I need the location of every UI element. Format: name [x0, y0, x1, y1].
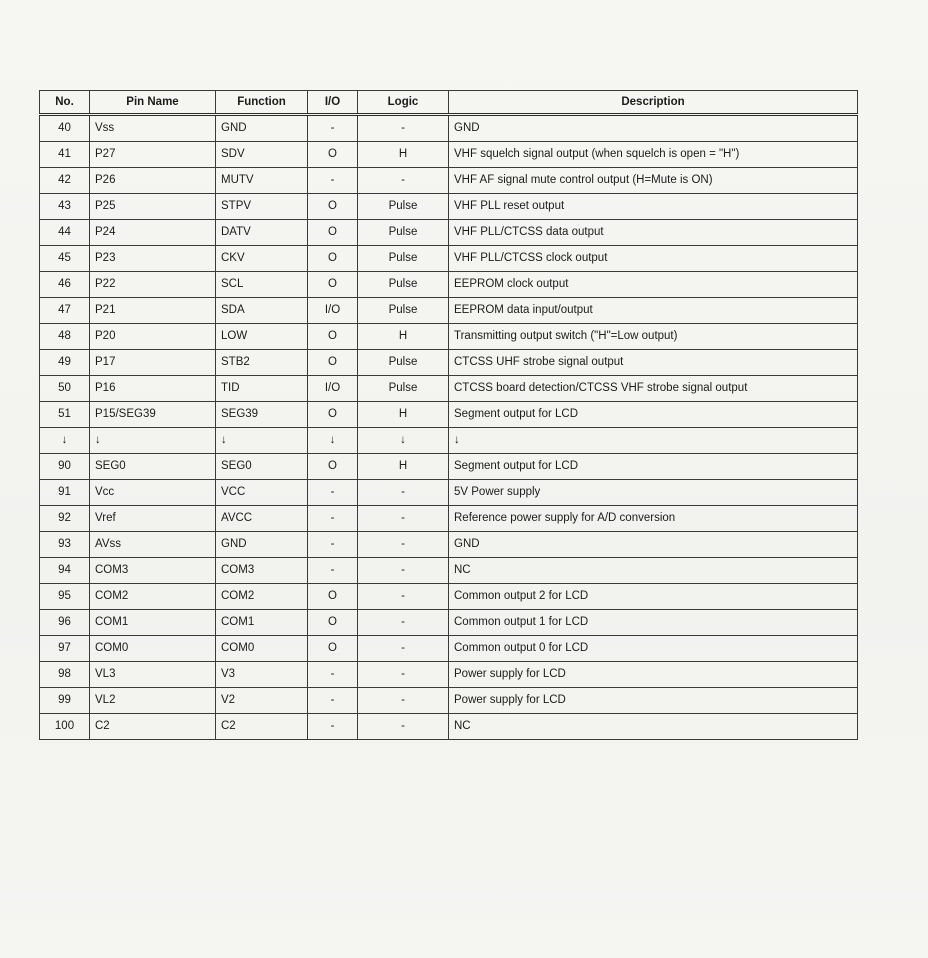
- cell-no: 51: [40, 402, 90, 428]
- cell-description: VHF squelch signal output (when squelch is open = "H"): [449, 142, 858, 168]
- cell-pin-name: P20: [90, 324, 216, 350]
- cell-logic: Pulse: [358, 272, 449, 298]
- cell-no: 90: [40, 454, 90, 480]
- cell-pin-name: P23: [90, 246, 216, 272]
- cell-function: LOW: [216, 324, 308, 350]
- cell-io: -: [308, 480, 358, 506]
- cell-pin-name: P17: [90, 350, 216, 376]
- cell-function: CKV: [216, 246, 308, 272]
- cell-no: 40: [40, 115, 90, 142]
- cell-pin-name: SEG0: [90, 454, 216, 480]
- cell-io: O: [308, 272, 358, 298]
- cell-pin-name: Vss: [90, 115, 216, 142]
- cell-io: -: [308, 688, 358, 714]
- cell-logic: -: [358, 688, 449, 714]
- cell-io: I/O: [308, 376, 358, 402]
- cell-pin-name: P24: [90, 220, 216, 246]
- cell-function: COM3: [216, 558, 308, 584]
- cell-logic: H: [358, 454, 449, 480]
- table-row: [40, 246, 858, 272]
- table-row: [40, 480, 858, 506]
- cell-logic: H: [358, 142, 449, 168]
- table-row: [40, 688, 858, 714]
- cell-function: COM1: [216, 610, 308, 636]
- cell-io: O: [308, 220, 358, 246]
- cell-logic: -: [358, 506, 449, 532]
- cell-function: V2: [216, 688, 308, 714]
- cell-logic: -: [358, 662, 449, 688]
- cell-io: -: [308, 115, 358, 142]
- cell-description: NC: [449, 558, 858, 584]
- cell-io: -: [308, 532, 358, 558]
- cell-function: GND: [216, 115, 308, 142]
- cell-io: O: [308, 454, 358, 480]
- cell-pin-name: AVss: [90, 532, 216, 558]
- cell-pin-name: VL2: [90, 688, 216, 714]
- cell-logic: Pulse: [358, 298, 449, 324]
- cell-logic: -: [358, 480, 449, 506]
- cell-description: Segment output for LCD: [449, 454, 858, 480]
- cell-description: VHF PLL/CTCSS data output: [449, 220, 858, 246]
- cell-no: 45: [40, 246, 90, 272]
- cell-description: ↓: [449, 428, 858, 454]
- cell-function: AVCC: [216, 506, 308, 532]
- cell-logic: Pulse: [358, 246, 449, 272]
- cell-pin-name: Vref: [90, 506, 216, 532]
- table-row: [40, 350, 858, 376]
- table-row: [40, 115, 858, 142]
- table-row: [40, 168, 858, 194]
- cell-description: Power supply for LCD: [449, 662, 858, 688]
- cell-io: -: [308, 662, 358, 688]
- cell-no: 43: [40, 194, 90, 220]
- cell-description: Common output 0 for LCD: [449, 636, 858, 662]
- table-row: [40, 584, 858, 610]
- cell-logic: H: [358, 402, 449, 428]
- cell-function: DATV: [216, 220, 308, 246]
- cell-io: O: [308, 636, 358, 662]
- cell-logic: -: [358, 636, 449, 662]
- cell-logic: -: [358, 584, 449, 610]
- table-row: [40, 636, 858, 662]
- cell-function: COM0: [216, 636, 308, 662]
- header-row: [40, 91, 858, 115]
- table-row: [40, 662, 858, 688]
- cell-io: O: [308, 194, 358, 220]
- cell-function: GND: [216, 532, 308, 558]
- table-row: [40, 194, 858, 220]
- cell-pin-name: COM1: [90, 610, 216, 636]
- cell-pin-name: COM0: [90, 636, 216, 662]
- cell-pin-name: P15/SEG39: [90, 402, 216, 428]
- cell-io: O: [308, 142, 358, 168]
- cell-io: O: [308, 610, 358, 636]
- cell-no: 46: [40, 272, 90, 298]
- cell-no: 94: [40, 558, 90, 584]
- cell-io: O: [308, 584, 358, 610]
- cell-no: 99: [40, 688, 90, 714]
- cell-logic: Pulse: [358, 350, 449, 376]
- pin-description-table: [39, 90, 858, 740]
- cell-description: GND: [449, 532, 858, 558]
- cell-function: VCC: [216, 480, 308, 506]
- cell-description: Transmitting output switch ("H"=Low output): [449, 324, 858, 350]
- cell-description: NC: [449, 714, 858, 740]
- cell-function: SCL: [216, 272, 308, 298]
- cell-description: Common output 1 for LCD: [449, 610, 858, 636]
- table-row: [40, 376, 858, 402]
- cell-io: ↓: [308, 428, 358, 454]
- cell-io: -: [308, 168, 358, 194]
- cell-no: 95: [40, 584, 90, 610]
- table-row: [40, 324, 858, 350]
- table-row: [40, 402, 858, 428]
- cell-no: 96: [40, 610, 90, 636]
- cell-description: CTCSS board detection/CTCSS VHF strobe signal output: [449, 376, 858, 402]
- cell-pin-name: COM3: [90, 558, 216, 584]
- cell-description: VHF PLL reset output: [449, 194, 858, 220]
- cell-description: CTCSS UHF strobe signal output: [449, 350, 858, 376]
- header-logic: Logic: [358, 91, 449, 115]
- cell-io: -: [308, 714, 358, 740]
- header-no: No.: [40, 91, 90, 115]
- table-row: [40, 558, 858, 584]
- cell-no: 49: [40, 350, 90, 376]
- cell-pin-name: P22: [90, 272, 216, 298]
- table-row: [40, 298, 858, 324]
- cell-no: ↓: [40, 428, 90, 454]
- cell-pin-name: Vcc: [90, 480, 216, 506]
- cell-function: SDA: [216, 298, 308, 324]
- cell-pin-name: P21: [90, 298, 216, 324]
- cell-pin-name: P16: [90, 376, 216, 402]
- cell-io: O: [308, 402, 358, 428]
- cell-description: VHF AF signal mute control output (H=Mute is ON): [449, 168, 858, 194]
- table-row: [40, 142, 858, 168]
- cell-description: GND: [449, 115, 858, 142]
- cell-io: -: [308, 506, 358, 532]
- cell-logic: -: [358, 115, 449, 142]
- cell-no: 41: [40, 142, 90, 168]
- cell-pin-name: P27: [90, 142, 216, 168]
- cell-no: 50: [40, 376, 90, 402]
- cell-description: Segment output for LCD: [449, 402, 858, 428]
- cell-logic: -: [358, 168, 449, 194]
- cell-function: STPV: [216, 194, 308, 220]
- cell-no: 44: [40, 220, 90, 246]
- cell-logic: -: [358, 558, 449, 584]
- header-function: Function: [216, 91, 308, 115]
- cell-function: SEG0: [216, 454, 308, 480]
- cell-no: 98: [40, 662, 90, 688]
- cell-description: Power supply for LCD: [449, 688, 858, 714]
- cell-logic: H: [358, 324, 449, 350]
- cell-logic: Pulse: [358, 220, 449, 246]
- cell-pin-name: COM2: [90, 584, 216, 610]
- table-row: [40, 714, 858, 740]
- cell-function: COM2: [216, 584, 308, 610]
- cell-description: EEPROM data input/output: [449, 298, 858, 324]
- cell-description: VHF PLL/CTCSS clock output: [449, 246, 858, 272]
- header-io: I/O: [308, 91, 358, 115]
- cell-no: 42: [40, 168, 90, 194]
- cell-no: 91: [40, 480, 90, 506]
- cell-pin-name: C2: [90, 714, 216, 740]
- cell-io: O: [308, 350, 358, 376]
- cell-pin-name: ↓: [90, 428, 216, 454]
- cell-function: MUTV: [216, 168, 308, 194]
- cell-no: 47: [40, 298, 90, 324]
- cell-io: O: [308, 246, 358, 272]
- header-pin-name: Pin Name: [90, 91, 216, 115]
- cell-no: 92: [40, 506, 90, 532]
- cell-logic: -: [358, 532, 449, 558]
- cell-io: -: [308, 558, 358, 584]
- cell-logic: ↓: [358, 428, 449, 454]
- table-body: [40, 115, 858, 740]
- cell-io: I/O: [308, 298, 358, 324]
- header-description: Description: [449, 91, 858, 115]
- table-row: [40, 428, 858, 454]
- table-header: [40, 91, 858, 115]
- cell-function: SEG39: [216, 402, 308, 428]
- cell-no: 93: [40, 532, 90, 558]
- cell-function: V3: [216, 662, 308, 688]
- table-row: [40, 220, 858, 246]
- cell-io: O: [308, 324, 358, 350]
- cell-logic: -: [358, 714, 449, 740]
- cell-description: EEPROM clock output: [449, 272, 858, 298]
- table-row: [40, 610, 858, 636]
- cell-function: SDV: [216, 142, 308, 168]
- table-row: [40, 272, 858, 298]
- cell-function: C2: [216, 714, 308, 740]
- cell-no: 100: [40, 714, 90, 740]
- cell-description: 5V Power supply: [449, 480, 858, 506]
- cell-function: STB2: [216, 350, 308, 376]
- table-row: [40, 506, 858, 532]
- cell-logic: Pulse: [358, 194, 449, 220]
- cell-pin-name: P26: [90, 168, 216, 194]
- cell-logic: Pulse: [358, 376, 449, 402]
- cell-function: TID: [216, 376, 308, 402]
- cell-no: 48: [40, 324, 90, 350]
- table-row: [40, 454, 858, 480]
- table-row: [40, 532, 858, 558]
- cell-pin-name: P25: [90, 194, 216, 220]
- cell-description: Reference power supply for A/D conversion: [449, 506, 858, 532]
- cell-description: Common output 2 for LCD: [449, 584, 858, 610]
- cell-logic: -: [358, 610, 449, 636]
- cell-function: ↓: [216, 428, 308, 454]
- cell-no: 97: [40, 636, 90, 662]
- cell-pin-name: VL3: [90, 662, 216, 688]
